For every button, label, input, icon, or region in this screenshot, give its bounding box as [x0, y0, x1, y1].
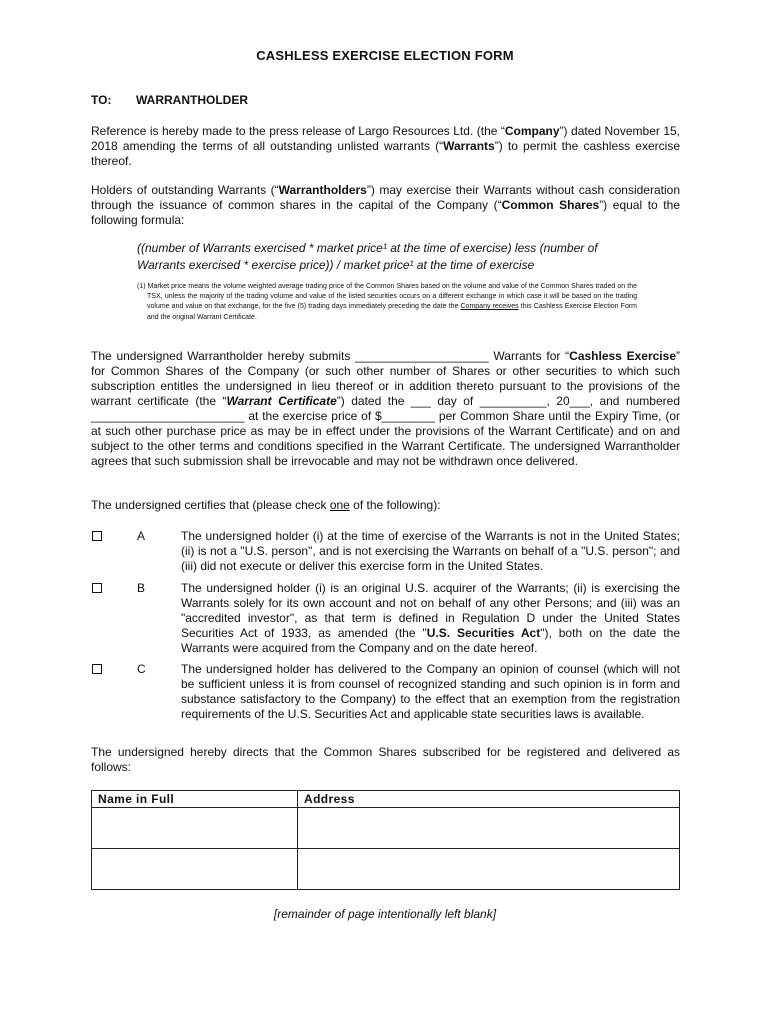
option-c-letter: C	[137, 662, 146, 676]
option-b-text-2: "), both on the date the Warrants were acquired from the Company and on the date hereof.	[181, 626, 680, 655]
holders-text-1: Holders of outstanding Warrants (“	[91, 183, 279, 197]
certify-text-2: of the following):	[349, 498, 441, 512]
option-b-text	[181, 581, 680, 656]
to-label: TO:	[91, 93, 112, 107]
holders-text-2: ”) may exercise their Warrants without cash consideration through the issuance of common shares in the capital of the Company (“	[91, 183, 680, 212]
address-cell[interactable]	[298, 808, 680, 849]
certify-text-1: The undersigned certifies that (please check	[91, 498, 330, 512]
reference-text-2: ”) dated November 15, 2018 amending the terms of all outstanding unlisted warrants (“	[91, 124, 681, 153]
reference-text-3: ”) to permit the cashless exercise thereof.	[91, 139, 680, 168]
option-b-text-1: The undersigned holder (i) is an original U.S. acquirer of the Warrants; (ii) is exercising the Warrants solely for its own account and not on behalf of any other Persons; and (iii) was an "accredited investor", as that term is defined in Regulation D under the United States Securities Act of 1933, as amended (the "	[181, 581, 680, 640]
form-title: CASHLESS EXERCISE ELECTION FORM	[256, 48, 514, 63]
name-in-full-header: Name in Full	[92, 791, 298, 808]
submission-text-3: ”) dated the ___ day of __________, 20___, and numbered _______________________ at the exercise price of $________ per Common Share until the Expiry Time, (or at such other purchase price as may be in effect under the provisions of the Warrant Certificate) and on and subject to the other terms and conditions specified in the Warrant Certificate. The undersigned Warrantholder agrees that such submission shall be irrevocable and may not be withdrawn once delivered.	[91, 394, 680, 468]
company-term: Company	[504, 124, 560, 138]
warrants-term: Warrants	[443, 139, 495, 153]
registration-table	[91, 790, 680, 890]
formula	[137, 240, 637, 274]
certify-one: one	[329, 498, 350, 512]
addressee-row	[91, 93, 248, 107]
holders-paragraph	[91, 183, 680, 228]
cashless-exercise-term: Cashless Exercise	[569, 349, 676, 363]
footnote-underlined: Company receives	[460, 303, 519, 311]
market-price-footnote	[137, 282, 637, 323]
submission-text-1: The undersigned Warrantholder hereby submits ____________________ Warrants for “	[91, 349, 570, 363]
option-c	[91, 662, 680, 737]
footnote-text-1: (1) Market price means the volume weighted average trading price of the Common Shares based on the volume and value of the Common Shares traded on the TSX, unless the majority of the trading volume and value of the listed securities occurs on a different exchange in which case it will be based on the trading volume and value on that exchange, for the five (5) trading days immediately preceding the date the	[137, 283, 637, 311]
registration-header-row	[92, 791, 680, 808]
footnote-text-2: this Cashless Exercise Election Form and the original Warrant Certificate.	[147, 303, 638, 321]
remainder-note: [remainder of page intentionally left blank]	[273, 907, 497, 921]
warrant-certificate-term: Warrant Certificate	[226, 394, 337, 408]
us-securities-act-term: U.S. Securities Act	[426, 626, 541, 640]
option-b-checkbox[interactable]	[92, 583, 102, 593]
formula-line-1: ((number of Warrants exercised * market price¹ at the time of exercise) less (number of	[137, 241, 598, 255]
option-c-text: The undersigned holder has delivered to the Company an opinion of counsel (which will not be sufficient unless it is from counsel of recognized standing and such opinion is in form and substance satisfactory to the Company) to the effect that an exemption from the registration requirements of the U.S. Securities Act and applicable state securities laws is available.	[181, 662, 680, 721]
common-shares-term: Common Shares	[501, 198, 600, 212]
option-a	[91, 529, 680, 574]
directs-paragraph: The undersigned hereby directs that the Common Shares subscribed for be registered and delivered as follows:	[91, 745, 680, 774]
certify-paragraph	[91, 498, 680, 513]
holders-text-3: ”) equal to the following formula:	[91, 198, 680, 227]
name-cell[interactable]	[92, 808, 298, 849]
address-cell[interactable]	[298, 849, 680, 890]
option-a-text: The undersigned holder (i) at the time of exercise of the Warrants is not in the United States; (ii) is not a "U.S. person", and is not exercising the Warrants on behalf of a "U.S. person"; and (iii) did not execute or deliver this exercise form in the United States.	[181, 529, 680, 573]
formula-line-2: Warrants exercised * exercise price)) / market price¹ at the time of exercise	[137, 258, 535, 272]
name-cell[interactable]	[92, 849, 298, 890]
to-value: WARRANTHOLDER	[136, 93, 248, 107]
warrantholders-term: Warrantholders	[278, 183, 367, 197]
option-a-checkbox[interactable]	[92, 531, 102, 541]
reference-text-1: Reference is hereby made to the press release of Largo Resources Ltd. (the “	[91, 124, 505, 138]
option-b	[91, 581, 680, 656]
table-row	[92, 849, 680, 890]
submission-paragraph	[91, 349, 680, 469]
table-row	[92, 808, 680, 849]
option-c-checkbox[interactable]	[92, 664, 102, 674]
submission-text-2: ” for Common Shares of the Company (or such other number of Shares or other securities to which such subscription entitles the undersigned in lieu thereof or in addition thereto pursuant to the provisions of the warrant certificate (the “	[91, 349, 680, 408]
option-a-letter: A	[137, 529, 146, 543]
reference-paragraph	[91, 124, 680, 169]
option-b-letter: B	[137, 581, 146, 595]
address-header: Address	[298, 791, 680, 808]
